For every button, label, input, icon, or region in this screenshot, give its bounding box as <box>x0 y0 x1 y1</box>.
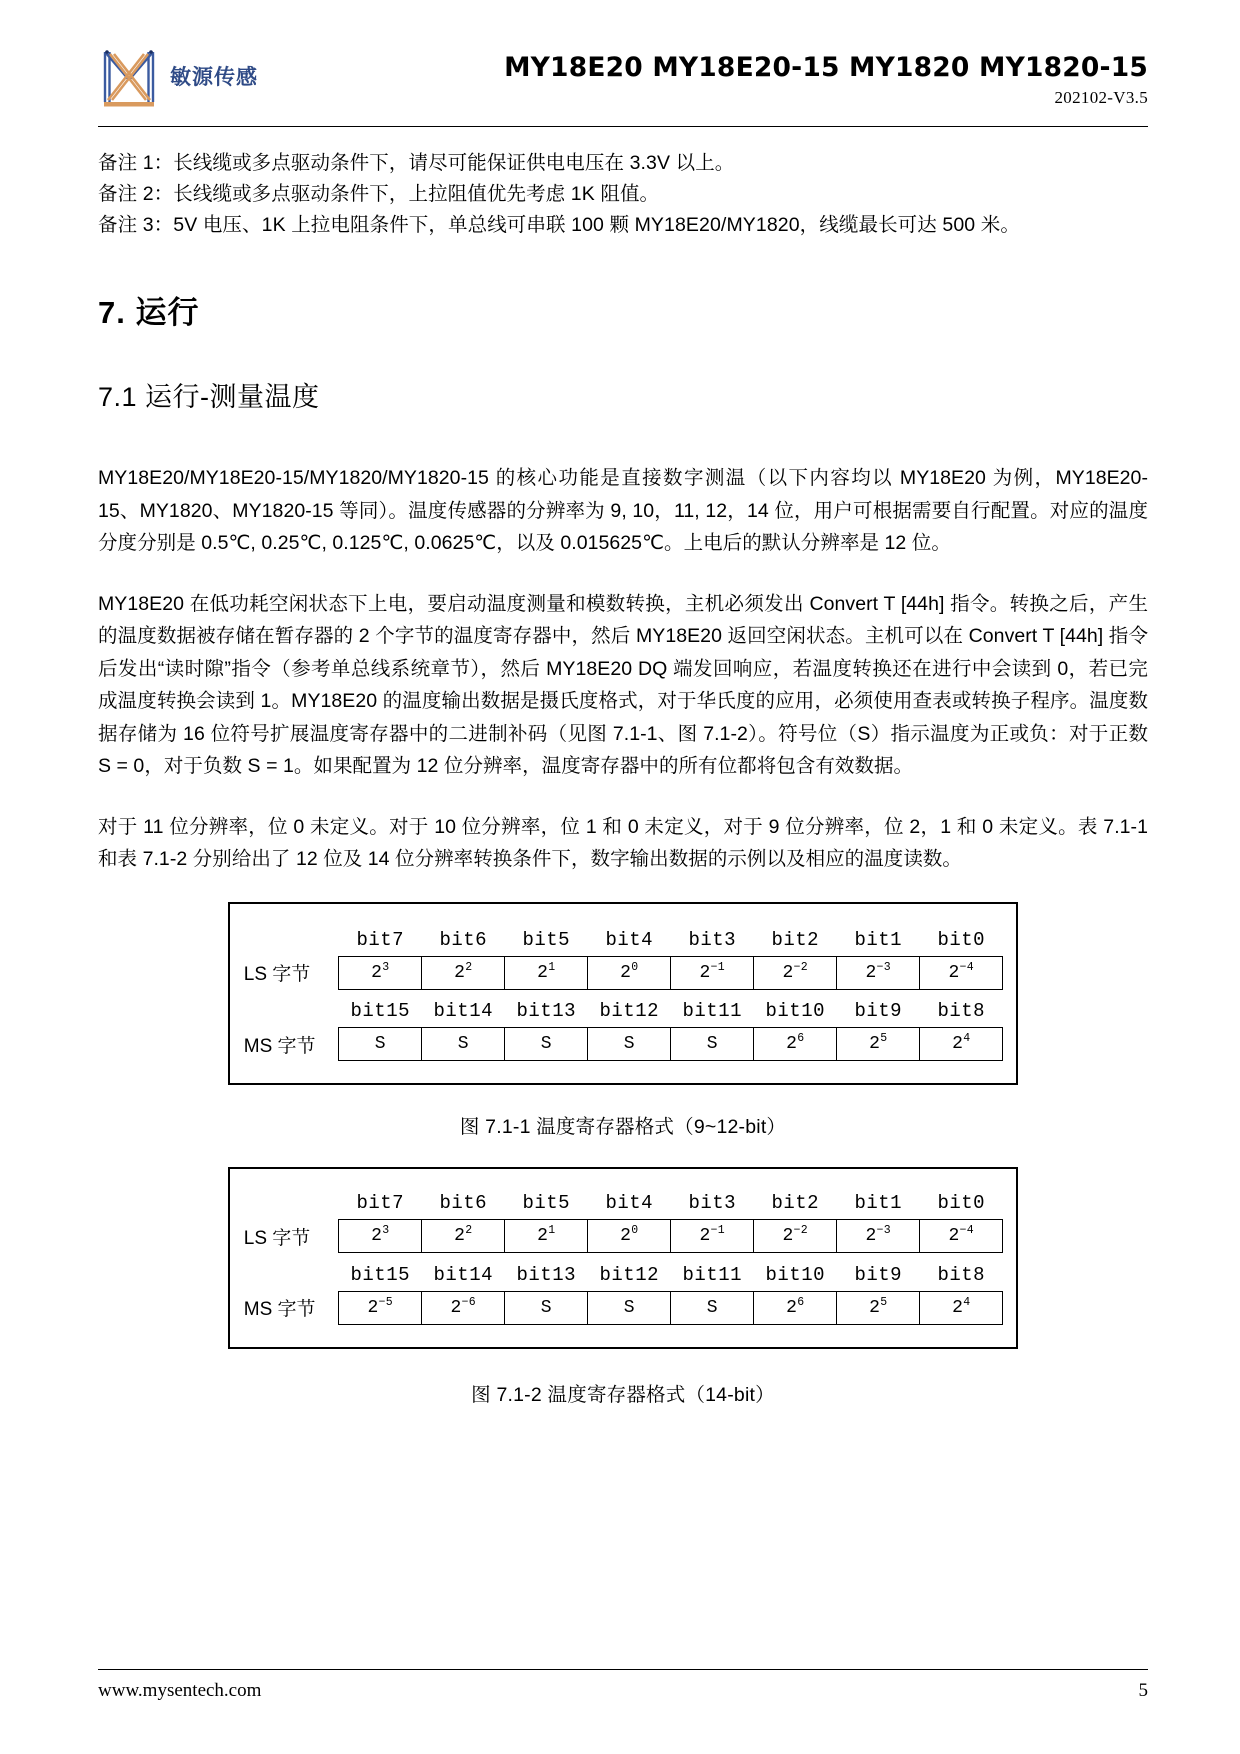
brand-block <box>98 38 258 108</box>
register-cell: $2^5$ <box>837 1291 920 1324</box>
bit-header-row <box>243 997 1003 1028</box>
register-cell: S <box>505 1028 588 1061</box>
mysentech-m-logo-icon <box>98 44 160 108</box>
bit-header-row <box>243 1189 1003 1220</box>
table-spacer-row <box>243 1253 1003 1261</box>
bit-header: bit1 <box>854 928 903 951</box>
register-cell: $2^6$ <box>754 1028 837 1061</box>
bit-header: bit9 <box>854 1263 903 1286</box>
bit-header: bit10 <box>765 1263 825 1286</box>
register-cell: $2^4$ <box>920 1291 1003 1324</box>
register-cell: $2^{-2}$ <box>754 956 837 989</box>
bit-header: bit8 <box>937 1000 986 1022</box>
header-divider <box>98 126 1148 127</box>
bit-header: bit2 <box>771 1192 820 1214</box>
row-label: LS 字节 <box>243 964 311 985</box>
register-cell: $2^2$ <box>422 1220 505 1253</box>
register-cell: S <box>422 1028 505 1061</box>
register-cell: $2^4$ <box>920 1028 1003 1061</box>
bit-header: bit7 <box>356 1192 405 1214</box>
figure-box-register-format-14bit <box>228 1167 1018 1349</box>
paragraph: MY18E20 在低功耗空闲状态下上电，要启动温度测量和模数转换，主机必须发出 Convert T [44h] 指令。转换之后，产生的温度数据被存储在暂存器的 2 个字节的温度寄存器中，然后 MY18E20 返回空闲状态。主机可以在 Convert T [44h] 指令后发出“读时隙”指令（参考单总线系统章节），然后 MY18E20 DQ 端发回响应，若温度转换还在进行中会读到 0，若已完成温度转换会读到 1。MY18E20 的温度输出数据是摄氏度格式，对于华氏度的应用，必须使用查表或转换子程序。温度数据存储为 16 位符号扩展温度寄存器中的二进制补码（见图 7.1-1、图 7.1-2）。符号位（S）指示温度为正或负：对于正数 S = 0，对于负数 S = 1。如果配置为 12 位分辨率，温度寄存器中的所有位都将包含有效数据。 <box>98 592 1148 777</box>
document-version: 202102-V3.5 <box>1054 88 1148 107</box>
note-line: 备注 2：长线缆或多点驱动条件下，上拉阻值优先考虑 1K 阻值。 <box>98 183 660 205</box>
register-cell: S <box>671 1028 754 1061</box>
notes-block <box>98 148 1148 241</box>
register-cell: $2^{-1}$ <box>671 956 754 989</box>
register-row-ms-byte <box>243 1028 1003 1061</box>
bit-header: bit12 <box>599 1263 659 1286</box>
table-spacer-cell <box>243 1253 1003 1261</box>
document-title: MY18E20 MY18E20-15 MY1820 MY1820-15 <box>504 52 1148 83</box>
table-spacer-cell <box>243 989 1003 997</box>
bit-header: bit4 <box>605 1192 654 1214</box>
register-cell: $2^3$ <box>339 956 422 989</box>
bit-header: bit0 <box>937 1192 986 1214</box>
register-cell: $2^{-2}$ <box>754 1220 837 1253</box>
bit-header: bit10 <box>765 1000 825 1022</box>
register-cell: $2^0$ <box>588 1220 671 1253</box>
register-cell: S <box>671 1291 754 1324</box>
bit-header: bit3 <box>688 1192 737 1214</box>
register-cell: $2^5$ <box>837 1028 920 1061</box>
note-line: 备注 3：5V 电压、1K 上拉电阻条件下，单总线可串联 100 颗 MY18E20/MY1820，线缆最长可达 500 米。 <box>98 214 1020 236</box>
register-cell: S <box>588 1028 671 1061</box>
footer-page-number: 5 <box>1138 1680 1148 1701</box>
footer-row <box>98 1680 1148 1702</box>
bit-header: bit11 <box>682 1263 742 1286</box>
register-cell: S <box>339 1028 422 1061</box>
bit-header: bit4 <box>605 928 654 951</box>
bit-header: bit6 <box>439 1192 488 1214</box>
register-row-ls-byte <box>243 1220 1003 1253</box>
row-label: MS 字节 <box>243 1299 316 1320</box>
register-cell: $2^1$ <box>505 1220 588 1253</box>
register-cell: S <box>505 1291 588 1324</box>
bit-header: bit11 <box>682 1000 742 1022</box>
page-header <box>98 38 1148 120</box>
row-label-spacer <box>243 1261 339 1292</box>
register-cell: $2^1$ <box>505 956 588 989</box>
bit-header: bit15 <box>350 1000 410 1022</box>
figure-caption: 图 7.1-1 温度寄存器格式（9~12-bit） <box>459 1116 787 1138</box>
header-title-block <box>504 38 1148 108</box>
row-label: MS 字节 <box>243 1035 316 1057</box>
register-cell: $2^{-6}$ <box>422 1291 505 1324</box>
subsection-heading: 7.1 运行-测量温度 <box>98 382 320 412</box>
bit-header: bit13 <box>516 1263 576 1286</box>
table-spacer-row <box>243 989 1003 997</box>
bit-header: bit13 <box>516 1000 576 1022</box>
row-label-spacer <box>243 926 339 957</box>
register-format-table <box>243 926 1004 1062</box>
register-cell: $2^{-4}$ <box>920 956 1003 989</box>
bit-header: bit2 <box>771 928 820 951</box>
register-cell: $2^{-3}$ <box>837 956 920 989</box>
register-table-body <box>243 926 1003 1061</box>
bit-header: bit3 <box>688 928 737 951</box>
register-format-table <box>243 1189 1004 1325</box>
bit-header: bit14 <box>433 1263 493 1286</box>
section-heading: 7. 运行 <box>98 295 200 330</box>
register-cell: $2^{-1}$ <box>671 1220 754 1253</box>
register-row-ms-byte <box>243 1291 1003 1324</box>
register-cell: $2^0$ <box>588 956 671 989</box>
paragraph: 对于 11 位分辨率，位 0 未定义。对于 10 位分辨率，位 1 和 0 未定义，对于 9 位分辨率，位 2，1 和 0 未定义。表 7.1-1 和表 7.1-2 分别给出了 12 位及 14 位分辨率转换条件下，数字输出数据的示例以及相应的温度读数。 <box>98 815 1148 870</box>
row-label-spacer <box>243 997 339 1028</box>
bit-header: bit14 <box>433 1000 493 1022</box>
bit-header: bit9 <box>854 1000 903 1022</box>
register-cell: $2^3$ <box>339 1220 422 1253</box>
row-label: LS 字节 <box>243 1227 311 1249</box>
note-line: 备注 1：长线缆或多点驱动条件下，请尽可能保证供电电压在 3.3V 以上。 <box>98 152 735 174</box>
bit-header: bit5 <box>522 928 571 951</box>
bit-header: bit0 <box>937 928 986 951</box>
bit-header: bit12 <box>599 1000 659 1022</box>
register-cell: S <box>588 1291 671 1324</box>
bit-header-row <box>243 1261 1003 1292</box>
row-label-spacer <box>243 1189 339 1220</box>
bit-header: bit15 <box>350 1263 410 1286</box>
register-row-ls-byte <box>243 956 1003 989</box>
bit-header: bit5 <box>522 1192 571 1214</box>
register-cell: $2^{-3}$ <box>837 1220 920 1253</box>
paragraph: MY18E20/MY18E20-15/MY1820/MY1820-15 的核心功能是直接数字测温（以下内容均以 MY18E20 为例，MY18E20-15、MY1820、MY1820-15 等同）。温度传感器的分辨率为 9, 10，11, 12，14 位，用户可根据需要自行配置。对应的温度分度分别是 0.5℃, 0.25℃, 0.125℃, 0.0625℃，以及 0.015625℃。上电后的默认分辨率是 12 位。 <box>98 467 1148 554</box>
register-cell: $2^{-4}$ <box>920 1220 1003 1253</box>
register-cell: $2^2$ <box>422 956 505 989</box>
figure-box-register-format-9-12bit <box>228 902 1018 1086</box>
register-cell: $2^6$ <box>754 1291 837 1324</box>
footer-divider <box>98 1669 1148 1670</box>
bit-header: bit1 <box>854 1192 903 1214</box>
bit-header: bit6 <box>439 928 488 951</box>
bit-header: bit8 <box>937 1263 986 1286</box>
bit-header: bit7 <box>356 928 405 951</box>
register-cell: $2^{-5}$ <box>339 1291 422 1324</box>
page-footer <box>98 1669 1148 1702</box>
footer-website[interactable]: www.mysentech.com <box>98 1680 262 1701</box>
figure-caption: 图 7.1-2 温度寄存器格式（14-bit） <box>471 1383 775 1406</box>
bit-header-row <box>243 926 1003 957</box>
register-table-body <box>243 1189 1003 1324</box>
brand-name: 敏源传感 <box>170 65 258 89</box>
